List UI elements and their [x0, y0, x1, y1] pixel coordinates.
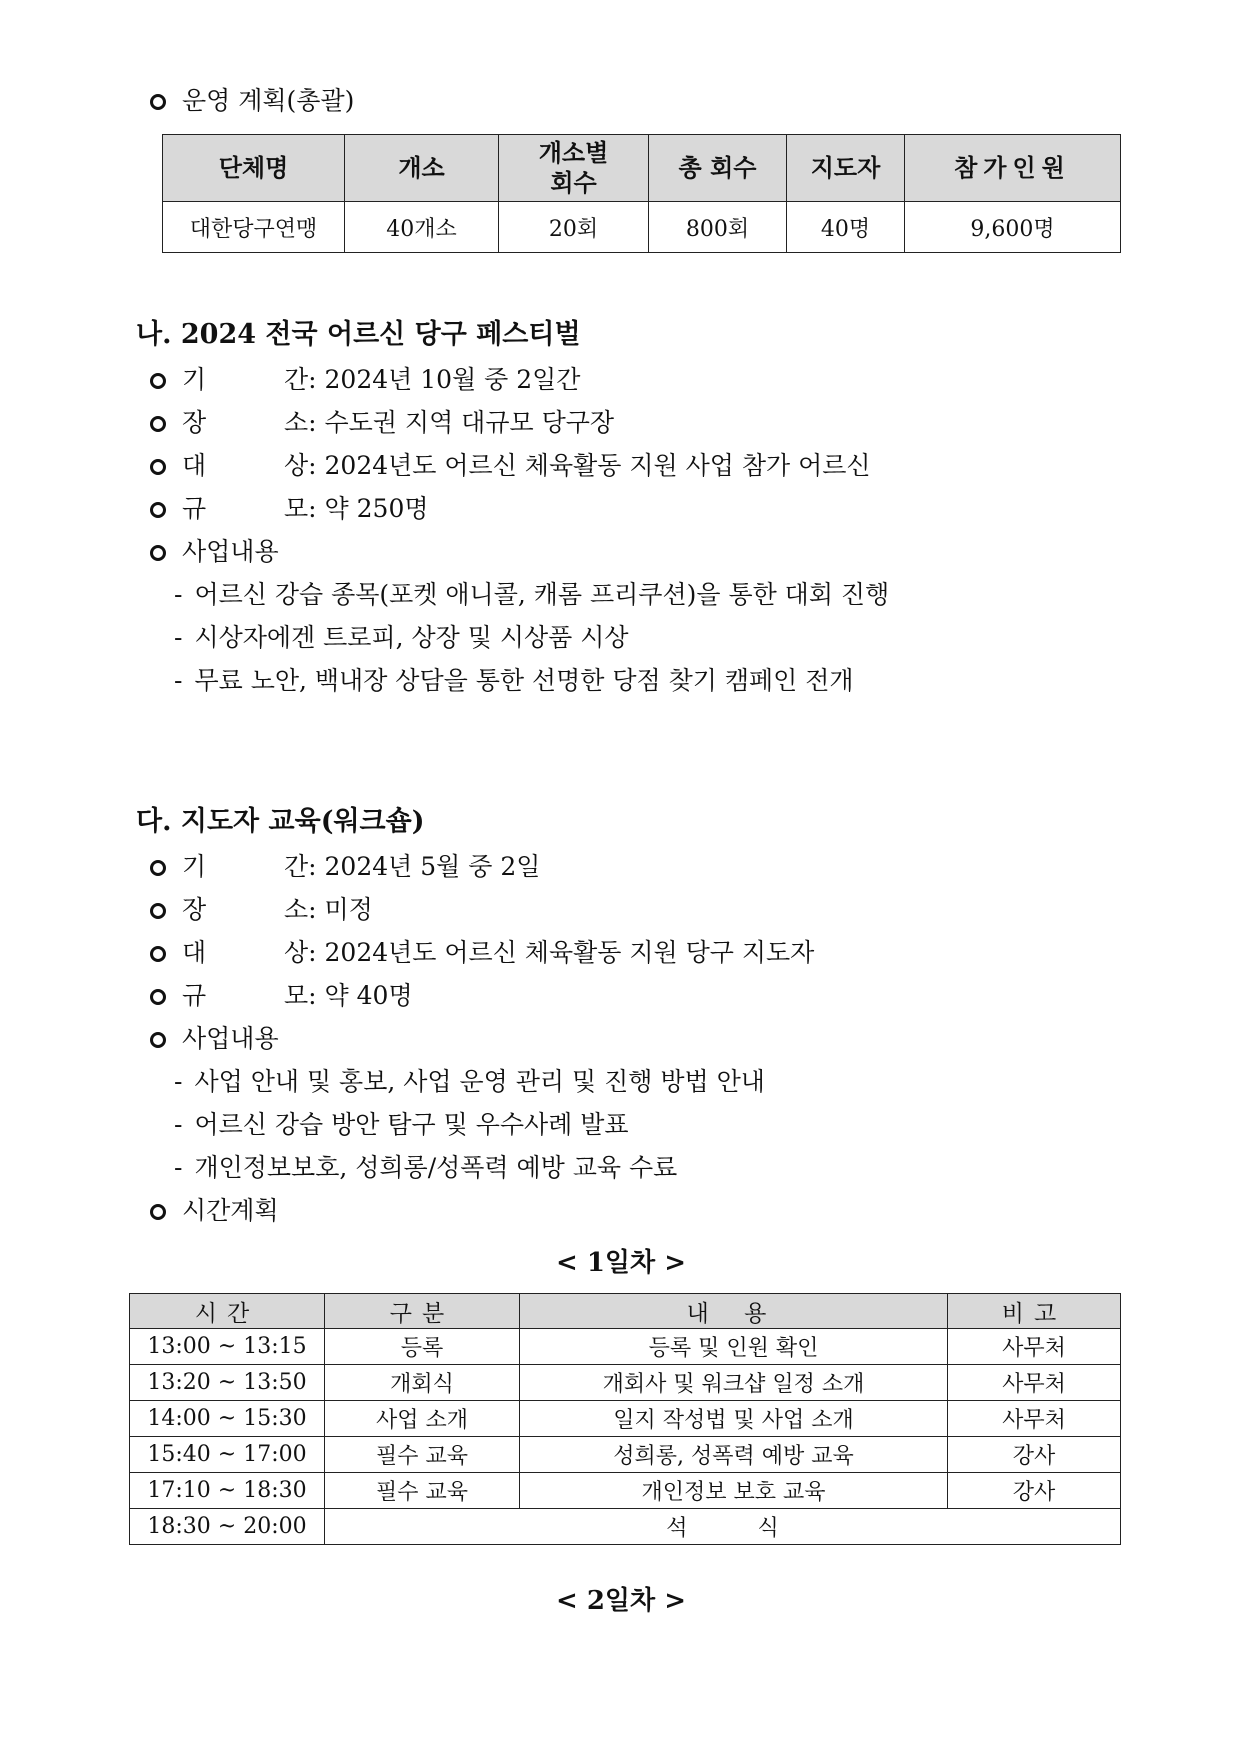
- header-note: 비고: [948, 1294, 1121, 1329]
- header-time: 시간: [130, 1294, 325, 1329]
- schedule-title-text: 시간계획: [182, 1196, 279, 1225]
- circle-bullet-icon: [150, 545, 166, 561]
- plan-line: [150, 84, 354, 118]
- cell-time: 17:10 ~ 18:30: [130, 1473, 325, 1509]
- circle-bullet-icon: [150, 946, 166, 962]
- section-na-title: 나. 2024 전국 어르신 당구 페스티벌: [136, 319, 581, 350]
- table-row: [130, 1473, 1121, 1509]
- list-item: [150, 363, 580, 397]
- item-label: 대: [182, 451, 207, 480]
- section-da-title: 다. 지도자 교육(워크숍): [136, 806, 425, 837]
- cell-instructors: 40명: [787, 202, 905, 253]
- header-count-per-site: 개소별 회수: [499, 135, 649, 202]
- header-instructors: 지도자: [787, 135, 905, 202]
- cell-note: 사무처: [948, 1329, 1121, 1365]
- list-item: [150, 850, 540, 884]
- item-label-suffix: 소:: [284, 408, 317, 437]
- content-title: [150, 535, 279, 569]
- table-row: [130, 1329, 1121, 1365]
- circle-bullet-icon: [150, 860, 166, 876]
- item-label: 규: [182, 494, 207, 523]
- header-total: 총 회수: [649, 135, 787, 202]
- cell-time: 14:00 ~ 15:30: [130, 1401, 325, 1437]
- cell-category: 필수 교육: [325, 1473, 520, 1509]
- header-category: 구분: [325, 1294, 520, 1329]
- item-label-suffix: 상:: [284, 938, 317, 967]
- circle-bullet-icon: [150, 1032, 166, 1048]
- item-label-suffix: 소:: [284, 895, 317, 924]
- content-title-text: 사업내용: [182, 1024, 279, 1053]
- cell-org: 대한당구연맹: [163, 202, 345, 253]
- table-row: [163, 202, 1121, 253]
- item-value: 2024년 5월 중 2일: [324, 852, 541, 881]
- table-row: [130, 1401, 1121, 1437]
- list-item: [150, 492, 429, 526]
- header-content: 내 용: [520, 1294, 948, 1329]
- item-label-suffix: 상:: [284, 451, 317, 480]
- day1-schedule-table: [129, 1293, 1121, 1545]
- list-item: [150, 936, 814, 970]
- cell-participants: 9,600명: [905, 202, 1121, 253]
- plan-table-header: [163, 135, 1121, 202]
- content-item-text: 사업 안내 및 홍보, 사업 운영 관리 및 진행 방법 안내: [194, 1067, 765, 1096]
- item-value: 약 250명: [324, 494, 429, 523]
- content-title-text: 사업내용: [182, 537, 279, 566]
- list-item: [150, 893, 373, 927]
- cell-time: 13:20 ~ 13:50: [130, 1365, 325, 1401]
- circle-bullet-icon: [150, 373, 166, 389]
- content-item-text: 무료 노안, 백내장 상담을 통한 선명한 당점 찾기 캠페인 전개: [194, 666, 854, 695]
- circle-bullet-icon: [150, 989, 166, 1005]
- item-label: 기: [182, 852, 207, 881]
- list-item: - 무료 노안, 백내장 상담을 통한 선명한 당점 찾기 캠페인 전개: [174, 666, 854, 695]
- header-org: 단체명: [163, 135, 345, 202]
- cell-content: 등록 및 인원 확인: [520, 1329, 948, 1365]
- item-value: 약 40명: [324, 981, 413, 1010]
- table-row: [130, 1437, 1121, 1473]
- cell-time: 13:00 ~ 13:15: [130, 1329, 325, 1365]
- plan-title: 운영 계획(총괄): [182, 86, 355, 115]
- list-item: - 시상자에겐 트로피, 상장 및 시상품 시상: [174, 623, 629, 652]
- item-label: 장: [182, 408, 207, 437]
- circle-bullet-icon: [150, 459, 166, 475]
- schedule-header: [130, 1294, 1121, 1329]
- item-value: 미정: [324, 895, 373, 924]
- circle-bullet-icon: [150, 502, 166, 518]
- item-label-suffix: 간:: [284, 852, 317, 881]
- item-label: 규: [182, 981, 207, 1010]
- circle-bullet-icon: [150, 94, 166, 110]
- plan-table: [162, 134, 1121, 253]
- item-label: 대: [182, 938, 207, 967]
- schedule-title: [150, 1194, 279, 1228]
- item-value: 2024년도 어르신 체육활동 지원 사업 참가 어르신: [324, 451, 871, 480]
- list-item: - 개인정보보호, 성희롱/성폭력 예방 교육 수료: [174, 1153, 678, 1182]
- content-item-text: 어르신 강습 방안 탐구 및 우수사례 발표: [194, 1110, 629, 1139]
- cell-category: 개회식: [325, 1365, 520, 1401]
- content-item-text: 어르신 강습 종목(포켓 애니콜, 캐롬 프리쿠션)을 통한 대회 진행: [194, 580, 890, 609]
- cell-count-per-site: 20회: [499, 202, 649, 253]
- item-label-suffix: 간:: [284, 365, 317, 394]
- day1-title: < 1일차 >: [556, 1248, 686, 1278]
- list-item: [150, 979, 413, 1013]
- cell-content: 성희롱, 성폭력 예방 교육: [520, 1437, 948, 1473]
- list-item: [150, 449, 871, 483]
- cell-total: 800회: [649, 202, 787, 253]
- list-item: - 어르신 강습 종목(포켓 애니콜, 캐롬 프리쿠션)을 통한 대회 진행: [174, 580, 890, 609]
- list-item: - 사업 안내 및 홍보, 사업 운영 관리 및 진행 방법 안내: [174, 1067, 765, 1096]
- table-row: [130, 1509, 1121, 1545]
- table-row: [130, 1365, 1121, 1401]
- circle-bullet-icon: [150, 416, 166, 432]
- list-item: - 어르신 강습 방안 탐구 및 우수사례 발표: [174, 1110, 629, 1139]
- circle-bullet-icon: [150, 1204, 166, 1220]
- content-title: [150, 1022, 279, 1056]
- item-label-suffix: 모:: [284, 494, 317, 523]
- content-item-text: 개인정보보호, 성희롱/성폭력 예방 교육 수료: [194, 1153, 678, 1182]
- cell-category: 필수 교육: [325, 1437, 520, 1473]
- item-label: 기: [182, 365, 207, 394]
- header-participants: 참가인원: [905, 135, 1121, 202]
- cell-time: 15:40 ~ 17:00: [130, 1437, 325, 1473]
- item-label-suffix: 모:: [284, 981, 317, 1010]
- circle-bullet-icon: [150, 903, 166, 919]
- cell-note: 강사: [948, 1437, 1121, 1473]
- cell-category: 사업 소개: [325, 1401, 520, 1437]
- cell-note: 사무처: [948, 1365, 1121, 1401]
- item-label: 장: [182, 895, 207, 924]
- cell-dinner: 석 식: [325, 1509, 1121, 1545]
- cell-content: 일지 작성법 및 사업 소개: [520, 1401, 948, 1437]
- cell-content: 개인정보 보호 교육: [520, 1473, 948, 1509]
- cell-time: 18:30 ~ 20:00: [130, 1509, 325, 1545]
- header-sites: 개소: [345, 135, 499, 202]
- item-value: 수도권 지역 대규모 당구장: [324, 408, 615, 437]
- day2-title: < 2일차 >: [556, 1586, 686, 1616]
- cell-content: 개회사 및 워크샵 일정 소개: [520, 1365, 948, 1401]
- cell-category: 등록: [325, 1329, 520, 1365]
- list-item: [150, 406, 614, 440]
- content-item-text: 시상자에겐 트로피, 상장 및 시상품 시상: [194, 623, 629, 652]
- cell-note: 강사: [948, 1473, 1121, 1509]
- cell-sites: 40개소: [345, 202, 499, 253]
- item-value: 2024년도 어르신 체육활동 지원 당구 지도자: [324, 938, 815, 967]
- item-value: 2024년 10월 중 2일간: [324, 365, 581, 394]
- cell-note: 사무처: [948, 1401, 1121, 1437]
